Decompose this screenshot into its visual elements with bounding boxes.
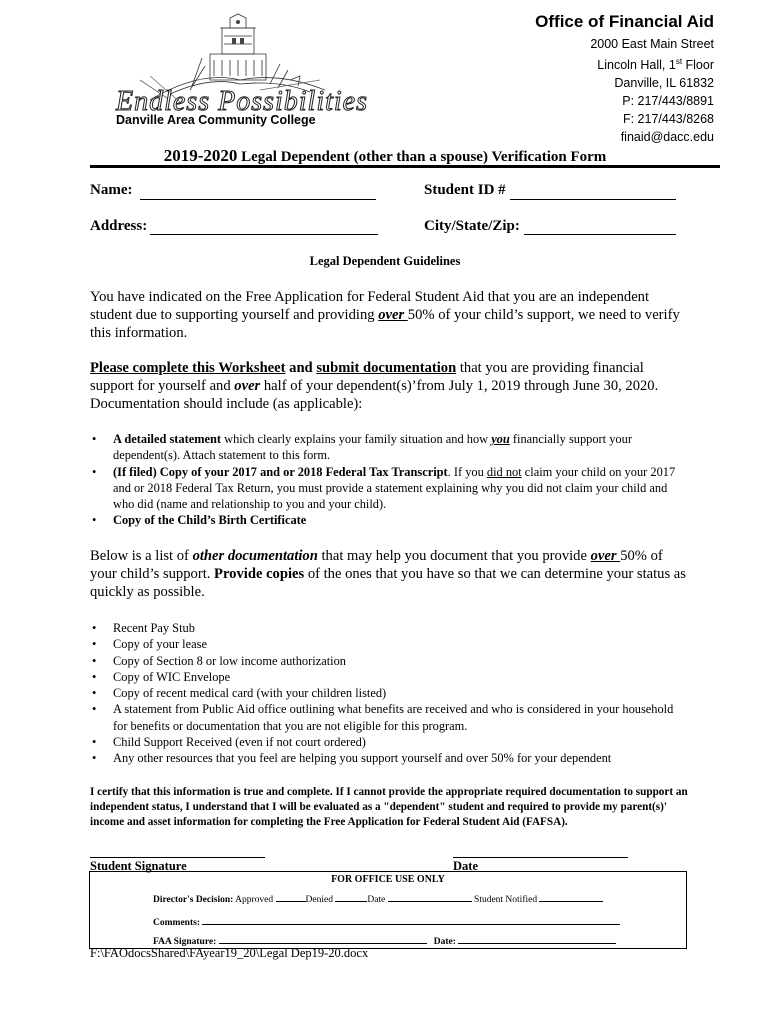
address-label: Address: <box>90 218 148 234</box>
signature-date-field[interactable] <box>453 857 628 858</box>
list-item: • A detailed statement which clearly explains your family situation and how you financially support your dependent(s). Attach statement to this form. <box>90 431 690 464</box>
office-use-heading: FOR OFFICE USE ONLY <box>331 874 445 885</box>
address-line-3: Danville, IL 61832 <box>614 76 714 91</box>
list-item: • Copy of your lease <box>90 636 690 652</box>
logo-college-name: Danville Area Community College <box>116 113 316 127</box>
approved-field[interactable] <box>276 892 306 902</box>
office-title: Office of Financial Aid <box>535 12 714 31</box>
phone-line: P: 217/443/8891 <box>622 94 714 109</box>
name-label: Name: <box>90 182 133 198</box>
list-item: • Child Support Received (even if not court ordered) <box>90 734 690 750</box>
guidelines-heading: Legal Dependent Guidelines <box>309 254 461 268</box>
director-decision-label: Director's Decision <box>153 895 231 905</box>
city-state-zip-field[interactable] <box>524 234 676 235</box>
faa-signature-field[interactable] <box>219 934 427 944</box>
student-signature-field[interactable] <box>90 857 265 858</box>
comments-row: Comments: <box>153 915 620 928</box>
list-item: • Copy of Section 8 or low income authorization <box>90 653 690 669</box>
signature-date-label: Date <box>453 859 478 873</box>
address-line-1: 2000 East Main Street <box>590 37 714 51</box>
faa-date-label: Date <box>433 937 453 947</box>
name-field[interactable] <box>140 199 376 200</box>
certification-statement: I certify that this information is true and complete. If I cannot provide the appropriate required documentation to support an independent status, I understand that I will be evaluated as a "dependent" student and required to provide my parent(s)' income and asset information for completing the Free Application for Federal Student Aid (FAFSA). <box>90 786 688 828</box>
faa-date-field[interactable] <box>458 934 616 944</box>
comments-field[interactable] <box>202 915 620 925</box>
list-item: • Copy of the Child’s Birth Certificate <box>90 512 690 528</box>
email-line: finaid@dacc.edu <box>620 130 714 145</box>
list-item: • Copy of WIC Envelope <box>90 669 690 685</box>
other-documentation-paragraph: Below is a list of other documentation that may help you document that you provide over 50% of your child’s support. Provide copies of the ones that you have so that we can determine your status as quickly as possible. <box>90 548 686 600</box>
director-decision-row: Director's Decision: Approved Denied Date Student Notified <box>153 892 603 905</box>
city-state-zip-label: City/State/Zip: <box>424 218 520 234</box>
address-line-2: Lincoln Hall, 1st Floor <box>597 57 714 73</box>
intro-paragraph: You have indicated on the Free Application for Federal Student Aid that you are an independent student due to supporting yourself and providing over 50% of your child’s support, we need to verify this information. <box>90 289 680 341</box>
form-title <box>0 146 770 166</box>
comments-label: Comments <box>153 918 197 928</box>
other-documents-list <box>90 620 690 767</box>
decision-date-field[interactable] <box>388 892 472 902</box>
student-id-label: Student ID # <box>424 182 506 198</box>
faa-signature-label: FAA Signature <box>153 937 214 947</box>
office-use-box <box>89 871 687 949</box>
address-field[interactable] <box>150 234 378 235</box>
student-id-field[interactable] <box>510 199 676 200</box>
list-item: • Copy of recent medical card (with your children listed) <box>90 685 690 701</box>
logo-script-text: Endless Possibilities <box>116 86 368 117</box>
list-item: • Recent Pay Stub <box>90 620 690 636</box>
form-title-text: Legal Dependent (other than a spouse) Verification Form <box>241 149 607 165</box>
fax-line: F: 217/443/8268 <box>622 112 714 127</box>
list-item: • A statement from Public Aid office outlining what benefits are received and who is considered in your household for benefits or documentation that you are not eligible for this program. <box>90 701 690 734</box>
form-year: 2019-2020 <box>163 146 238 165</box>
list-item: • Any other resources that you feel are helping you support yourself and over 50% for your dependent <box>90 750 690 766</box>
file-path-footer: F:\FAOdocsShared\FAyear19_20\Legal Dep19-20.docx <box>90 946 369 960</box>
required-documents-list <box>90 431 690 529</box>
student-notified-field[interactable] <box>539 892 603 902</box>
office-contact-block <box>535 10 714 146</box>
student-signature-label: Student Signature <box>90 859 187 873</box>
title-rule <box>90 165 720 168</box>
faa-signature-row: FAA Signature: Date: <box>153 934 616 947</box>
documentation-paragraph: Please complete this Worksheet and submit documentation that you are providing financial support for yourself and over half of your dependent(s)’from July 1, 2019 through June 30, 2020. Documentation should include (as applicable): <box>90 360 659 412</box>
denied-field[interactable] <box>335 892 367 902</box>
list-item: • (If filed) Copy of your 2017 and or 2018 Federal Tax Transcript. If you did not claim your child on your 2017 and or 2018 Federal Tax Return, you must provide a statement explaining why you did not claim your child and who did (name and relationship to you and your child). <box>90 464 690 513</box>
